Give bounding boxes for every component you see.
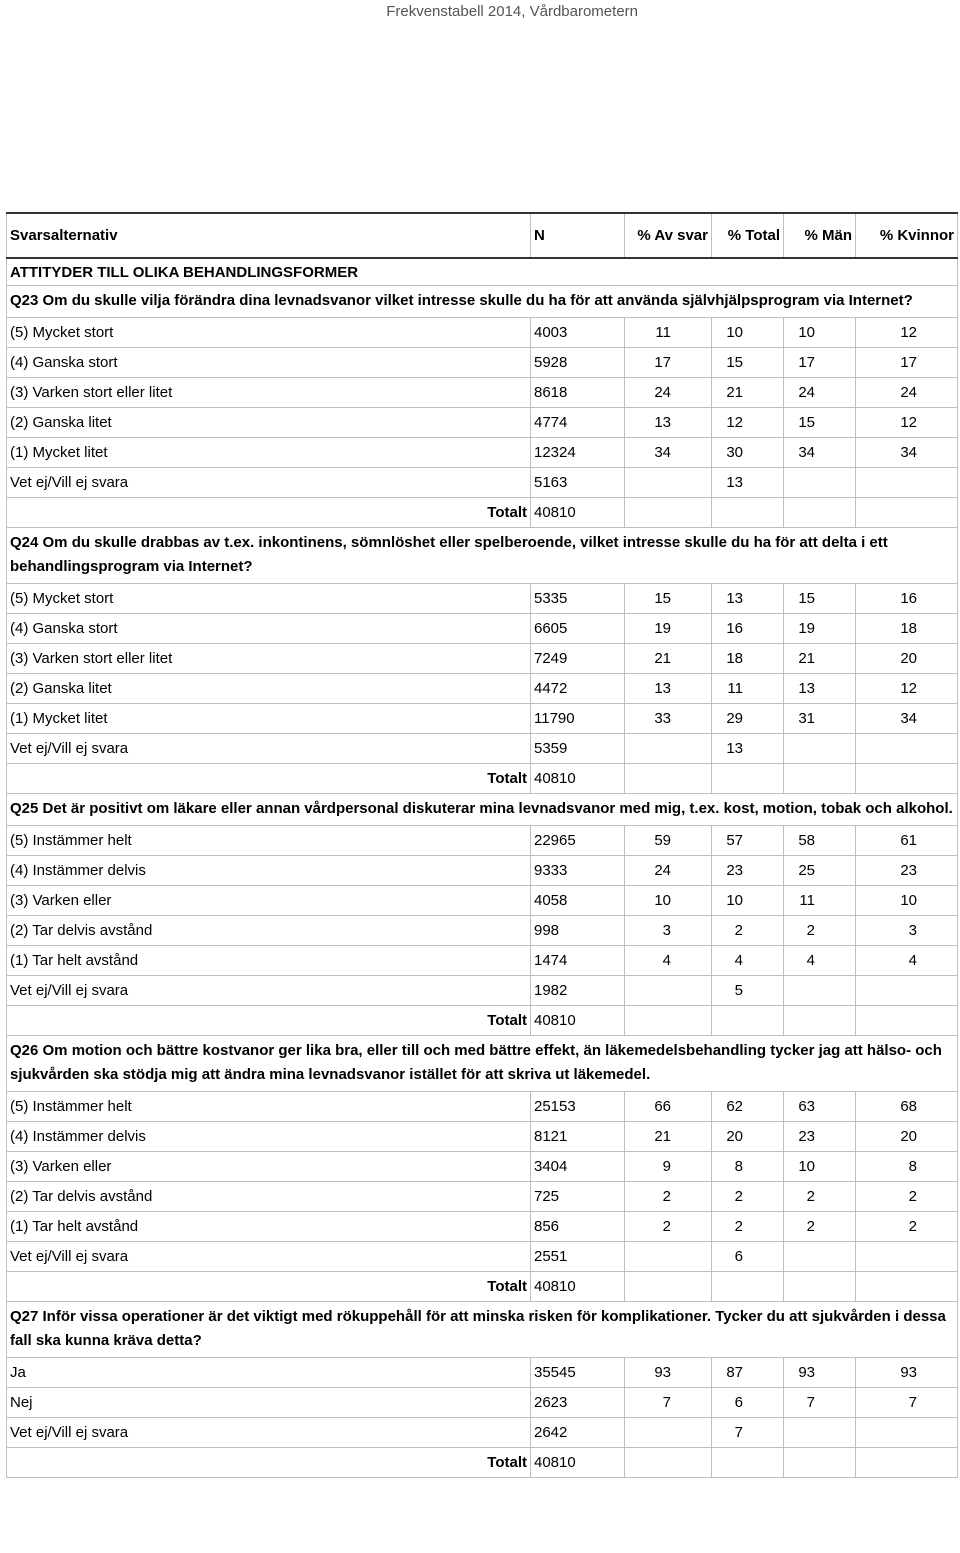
col-header-total: % Total — [712, 213, 784, 258]
table-row — [7, 1152, 958, 1182]
n-value: 4472 — [531, 674, 625, 704]
pct-man: 31 — [784, 704, 856, 734]
n-value: 7249 — [531, 644, 625, 674]
pct-av-svar — [625, 1418, 712, 1448]
question-text: Q26 Om motion och bättre kostvanor ger lika bra, eller till och med bättre effekt, än läkemedelsbehandling tycker jag att hälso- och sjukvården ska stödja mig att ändra mina levnadsvanor istället för att skriva ut läkemedel. — [7, 1036, 958, 1092]
question-text: Q24 Om du skulle drabbas av t.ex. inkontinens, sömnlöshet eller spelberoende, vilket intresse skulle du ha för att delta i ett behandlingsprogram via Internet? — [7, 528, 958, 584]
pct-total: 10 — [712, 886, 784, 916]
answer-label: (4) Ganska stort — [7, 614, 531, 644]
n-value: 856 — [531, 1212, 625, 1242]
n-value: 5359 — [531, 734, 625, 764]
answer-label: Nej — [7, 1388, 531, 1418]
answer-label: (1) Tar helt avstånd — [7, 1212, 531, 1242]
pct-man — [784, 734, 856, 764]
pct-av-svar: 9 — [625, 1152, 712, 1182]
empty-cell — [712, 1006, 784, 1036]
pct-total: 13 — [712, 468, 784, 498]
pct-total: 2 — [712, 1182, 784, 1212]
pct-kvinnor: 20 — [856, 644, 958, 674]
empty-cell — [784, 1006, 856, 1036]
pct-man — [784, 1418, 856, 1448]
pct-man — [784, 976, 856, 1006]
table-row — [7, 348, 958, 378]
answer-label: (2) Ganska litet — [7, 674, 531, 704]
n-value: 1982 — [531, 976, 625, 1006]
n-value: 9333 — [531, 856, 625, 886]
pct-kvinnor: 17 — [856, 348, 958, 378]
empty-cell — [712, 498, 784, 528]
pct-total: 8 — [712, 1152, 784, 1182]
pct-kvinnor: 68 — [856, 1092, 958, 1122]
pct-kvinnor: 34 — [856, 704, 958, 734]
pct-man: 17 — [784, 348, 856, 378]
empty-cell — [625, 764, 712, 794]
pct-av-svar: 4 — [625, 946, 712, 976]
table-row — [7, 856, 958, 886]
answer-label: (4) Instämmer delvis — [7, 1122, 531, 1152]
pct-kvinnor: 61 — [856, 826, 958, 856]
pct-kvinnor: 93 — [856, 1358, 958, 1388]
n-value: 4058 — [531, 886, 625, 916]
total-row — [7, 498, 958, 528]
table-row — [7, 1388, 958, 1418]
pct-av-svar: 11 — [625, 318, 712, 348]
total-label: Totalt — [7, 764, 531, 794]
pct-kvinnor: 7 — [856, 1388, 958, 1418]
table-row — [7, 916, 958, 946]
section-row — [7, 258, 958, 286]
pct-kvinnor: 10 — [856, 886, 958, 916]
pct-total: 20 — [712, 1122, 784, 1152]
pct-total: 10 — [712, 318, 784, 348]
pct-av-svar — [625, 1242, 712, 1272]
answer-label: Vet ej/Vill ej svara — [7, 468, 531, 498]
pct-total: 2 — [712, 916, 784, 946]
n-value: 5335 — [531, 584, 625, 614]
total-label: Totalt — [7, 1448, 531, 1478]
pct-av-svar: 10 — [625, 886, 712, 916]
pct-av-svar: 93 — [625, 1358, 712, 1388]
table-row — [7, 976, 958, 1006]
total-value: 40810 — [531, 764, 625, 794]
pct-man: 2 — [784, 1182, 856, 1212]
col-header-kvinnor: % Kvinnor — [856, 213, 958, 258]
pct-total: 2 — [712, 1212, 784, 1242]
pct-man: 10 — [784, 318, 856, 348]
answer-label: (1) Mycket litet — [7, 704, 531, 734]
answer-label: (5) Instämmer helt — [7, 826, 531, 856]
table-row — [7, 826, 958, 856]
answer-label: (2) Ganska litet — [7, 408, 531, 438]
empty-cell — [856, 1006, 958, 1036]
pct-av-svar: 3 — [625, 916, 712, 946]
empty-cell — [784, 764, 856, 794]
col-header-n: N — [531, 213, 625, 258]
pct-total: 11 — [712, 674, 784, 704]
pct-man: 63 — [784, 1092, 856, 1122]
pct-man — [784, 468, 856, 498]
n-value: 6605 — [531, 614, 625, 644]
pct-kvinnor: 12 — [856, 408, 958, 438]
answer-label: (4) Instämmer delvis — [7, 856, 531, 886]
n-value: 4774 — [531, 408, 625, 438]
pct-kvinnor: 8 — [856, 1152, 958, 1182]
pct-total: 30 — [712, 438, 784, 468]
answer-label: (2) Tar delvis avstånd — [7, 1182, 531, 1212]
pct-kvinnor: 4 — [856, 946, 958, 976]
table-row — [7, 318, 958, 348]
empty-cell — [856, 1272, 958, 1302]
pct-av-svar: 24 — [625, 856, 712, 886]
question-row — [7, 1302, 958, 1358]
pct-total: 57 — [712, 826, 784, 856]
n-value: 5163 — [531, 468, 625, 498]
question-row — [7, 286, 958, 318]
pct-man: 34 — [784, 438, 856, 468]
table-row — [7, 704, 958, 734]
n-value: 11790 — [531, 704, 625, 734]
frequency-table — [6, 212, 958, 1478]
total-value: 40810 — [531, 1272, 625, 1302]
answer-label: Vet ej/Vill ej svara — [7, 976, 531, 1006]
empty-cell — [712, 1272, 784, 1302]
pct-man: 15 — [784, 584, 856, 614]
pct-av-svar: 15 — [625, 584, 712, 614]
pct-man — [784, 1242, 856, 1272]
pct-av-svar: 66 — [625, 1092, 712, 1122]
answer-label: (1) Tar helt avstånd — [7, 946, 531, 976]
n-value: 4003 — [531, 318, 625, 348]
n-value: 998 — [531, 916, 625, 946]
pct-man: 11 — [784, 886, 856, 916]
table-row — [7, 468, 958, 498]
answer-label: (5) Mycket stort — [7, 584, 531, 614]
pct-av-svar: 33 — [625, 704, 712, 734]
pct-man: 15 — [784, 408, 856, 438]
col-header-man: % Män — [784, 213, 856, 258]
total-row — [7, 1448, 958, 1478]
total-label: Totalt — [7, 1006, 531, 1036]
pct-av-svar: 24 — [625, 378, 712, 408]
n-value: 2623 — [531, 1388, 625, 1418]
col-header-svarsalternativ: Svarsalternativ — [7, 213, 531, 258]
question-text: Q27 Inför vissa operationer är det viktigt med rökuppehåll för att minska risken för komplikationer. Tycker du att sjukvården i dessa fall ska kunna kräva detta? — [7, 1302, 958, 1358]
pct-av-svar: 21 — [625, 1122, 712, 1152]
pct-av-svar: 59 — [625, 826, 712, 856]
n-value: 2642 — [531, 1418, 625, 1448]
pct-av-svar: 13 — [625, 408, 712, 438]
question-text: Q25 Det är positivt om läkare eller annan vårdpersonal diskuterar mina levnadsvanor med mig, t.ex. kost, motion, tobak och alkohol. — [7, 794, 958, 826]
table-row — [7, 1242, 958, 1272]
answer-label: (5) Instämmer helt — [7, 1092, 531, 1122]
pct-kvinnor: 34 — [856, 438, 958, 468]
empty-cell — [625, 1272, 712, 1302]
pct-total: 87 — [712, 1358, 784, 1388]
pct-total: 62 — [712, 1092, 784, 1122]
empty-cell — [784, 1272, 856, 1302]
answer-label: (5) Mycket stort — [7, 318, 531, 348]
empty-cell — [625, 498, 712, 528]
table-row — [7, 1182, 958, 1212]
answer-label: (3) Varken stort eller litet — [7, 644, 531, 674]
total-row — [7, 1006, 958, 1036]
answer-label: (4) Ganska stort — [7, 348, 531, 378]
pct-total: 6 — [712, 1388, 784, 1418]
answer-label: (3) Varken eller — [7, 1152, 531, 1182]
pct-total: 6 — [712, 1242, 784, 1272]
n-value: 35545 — [531, 1358, 625, 1388]
total-row — [7, 1272, 958, 1302]
pct-kvinnor: 23 — [856, 856, 958, 886]
n-value: 8121 — [531, 1122, 625, 1152]
pct-kvinnor: 12 — [856, 674, 958, 704]
n-value: 1474 — [531, 946, 625, 976]
pct-total: 15 — [712, 348, 784, 378]
table-row — [7, 1358, 958, 1388]
pct-kvinnor — [856, 1418, 958, 1448]
pct-total: 4 — [712, 946, 784, 976]
pct-kvinnor — [856, 734, 958, 764]
empty-cell — [712, 764, 784, 794]
table-row — [7, 584, 958, 614]
pct-total: 5 — [712, 976, 784, 1006]
empty-cell — [712, 1448, 784, 1478]
pct-total: 13 — [712, 734, 784, 764]
empty-cell — [784, 498, 856, 528]
pct-man: 23 — [784, 1122, 856, 1152]
pct-av-svar: 2 — [625, 1212, 712, 1242]
pct-av-svar — [625, 468, 712, 498]
pct-man: 24 — [784, 378, 856, 408]
table-row — [7, 886, 958, 916]
n-value: 2551 — [531, 1242, 625, 1272]
pct-av-svar — [625, 734, 712, 764]
pct-kvinnor: 16 — [856, 584, 958, 614]
empty-cell — [856, 764, 958, 794]
pct-av-svar: 19 — [625, 614, 712, 644]
empty-cell — [856, 1448, 958, 1478]
pct-kvinnor: 3 — [856, 916, 958, 946]
pct-kvinnor — [856, 976, 958, 1006]
pct-man: 19 — [784, 614, 856, 644]
total-value: 40810 — [531, 1006, 625, 1036]
n-value: 3404 — [531, 1152, 625, 1182]
empty-cell — [784, 1448, 856, 1478]
total-value: 40810 — [531, 1448, 625, 1478]
table-row — [7, 614, 958, 644]
col-header-av-svar: % Av svar — [625, 213, 712, 258]
table-row — [7, 438, 958, 468]
pct-kvinnor: 18 — [856, 614, 958, 644]
pct-av-svar: 7 — [625, 1388, 712, 1418]
pct-total: 23 — [712, 856, 784, 886]
pct-av-svar: 13 — [625, 674, 712, 704]
answer-label: (3) Varken stort eller litet — [7, 378, 531, 408]
pct-kvinnor — [856, 468, 958, 498]
pct-kvinnor — [856, 1242, 958, 1272]
pct-man: 13 — [784, 674, 856, 704]
pct-kvinnor: 2 — [856, 1182, 958, 1212]
pct-av-svar: 2 — [625, 1182, 712, 1212]
pct-man: 58 — [784, 826, 856, 856]
pct-man: 25 — [784, 856, 856, 886]
pct-man: 7 — [784, 1388, 856, 1418]
n-value: 725 — [531, 1182, 625, 1212]
table-row — [7, 1418, 958, 1448]
question-row — [7, 1036, 958, 1092]
section-title: ATTITYDER TILL OLIKA BEHANDLINGSFORMER — [7, 258, 958, 286]
n-value: 8618 — [531, 378, 625, 408]
pct-total: 18 — [712, 644, 784, 674]
pct-total: 7 — [712, 1418, 784, 1448]
question-row — [7, 794, 958, 826]
header-row — [7, 213, 958, 258]
n-value: 5928 — [531, 348, 625, 378]
pct-man: 93 — [784, 1358, 856, 1388]
pct-man: 10 — [784, 1152, 856, 1182]
table-row — [7, 1092, 958, 1122]
table-row — [7, 378, 958, 408]
pct-total: 29 — [712, 704, 784, 734]
pct-total: 13 — [712, 584, 784, 614]
page-header: Frekvenstabell 2014, Vårdbarometern — [386, 3, 638, 20]
table-row — [7, 408, 958, 438]
pct-av-svar: 21 — [625, 644, 712, 674]
pct-total: 12 — [712, 408, 784, 438]
pct-av-svar — [625, 976, 712, 1006]
question-text: Q23 Om du skulle vilja förändra dina levnadsvanor vilket intresse skulle du ha för att använda självhjälpsprogram via Internet? — [7, 286, 958, 318]
empty-cell — [625, 1006, 712, 1036]
answer-label: (1) Mycket litet — [7, 438, 531, 468]
total-value: 40810 — [531, 498, 625, 528]
answer-label: Ja — [7, 1358, 531, 1388]
n-value: 12324 — [531, 438, 625, 468]
answer-label: (2) Tar delvis avstånd — [7, 916, 531, 946]
question-row — [7, 528, 958, 584]
total-label: Totalt — [7, 1272, 531, 1302]
n-value: 25153 — [531, 1092, 625, 1122]
n-value: 22965 — [531, 826, 625, 856]
empty-cell — [625, 1448, 712, 1478]
total-label: Totalt — [7, 498, 531, 528]
empty-cell — [856, 498, 958, 528]
pct-man: 2 — [784, 916, 856, 946]
pct-man: 2 — [784, 1212, 856, 1242]
pct-kvinnor: 2 — [856, 1212, 958, 1242]
answer-label: Vet ej/Vill ej svara — [7, 734, 531, 764]
pct-kvinnor: 24 — [856, 378, 958, 408]
table-row — [7, 674, 958, 704]
pct-kvinnor: 20 — [856, 1122, 958, 1152]
pct-av-svar: 34 — [625, 438, 712, 468]
answer-label: Vet ej/Vill ej svara — [7, 1418, 531, 1448]
table-row — [7, 644, 958, 674]
total-row — [7, 764, 958, 794]
answer-label: (3) Varken eller — [7, 886, 531, 916]
pct-total: 16 — [712, 614, 784, 644]
pct-man: 4 — [784, 946, 856, 976]
table-row — [7, 1122, 958, 1152]
table-row — [7, 1212, 958, 1242]
pct-total: 21 — [712, 378, 784, 408]
pct-av-svar: 17 — [625, 348, 712, 378]
pct-kvinnor: 12 — [856, 318, 958, 348]
table-row — [7, 946, 958, 976]
table-row — [7, 734, 958, 764]
answer-label: Vet ej/Vill ej svara — [7, 1242, 531, 1272]
pct-man: 21 — [784, 644, 856, 674]
